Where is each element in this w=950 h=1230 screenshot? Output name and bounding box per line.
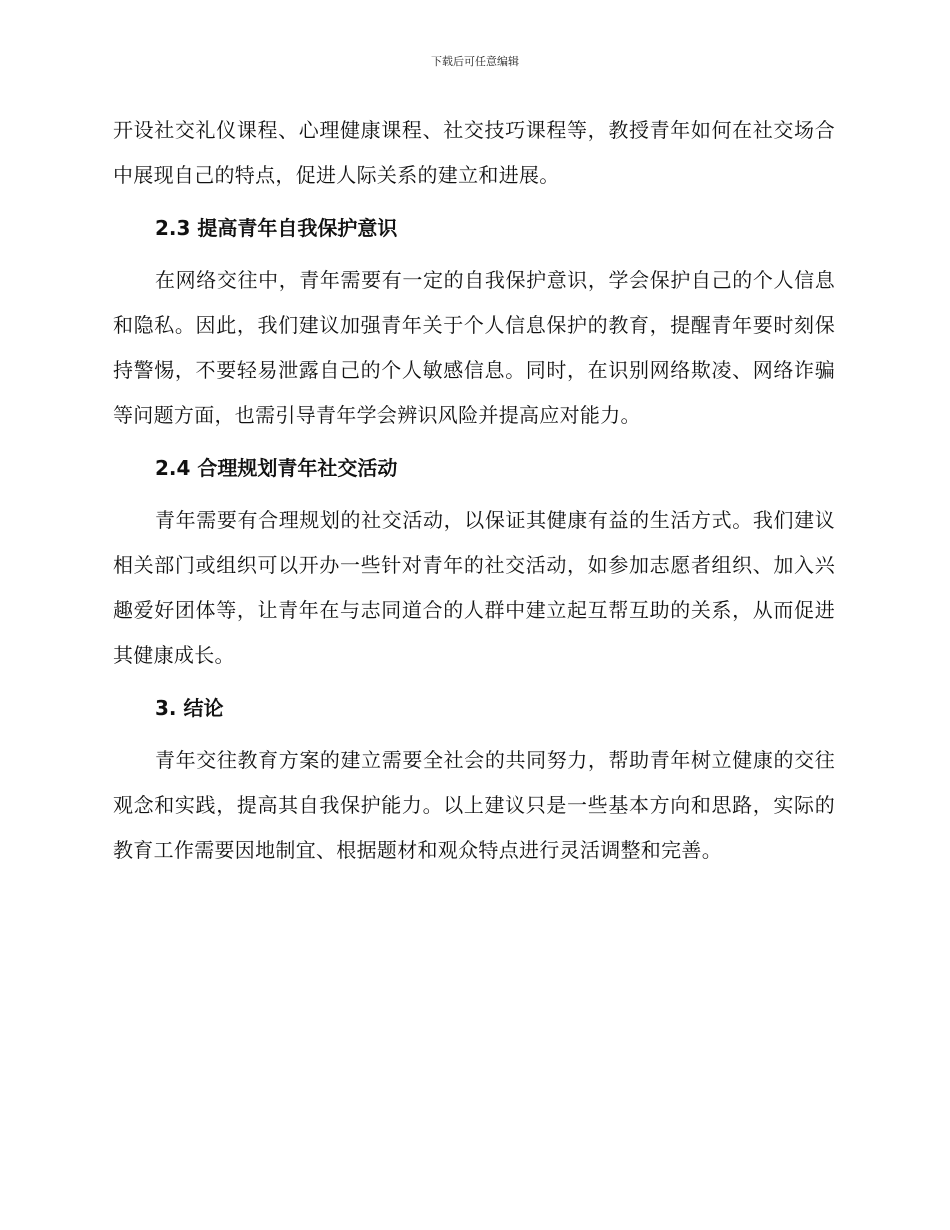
section-2-4-paragraph: 青年需要有合理规划的社交活动，以保证其健康有益的生活方式。我们建议相关部门或组织可以开办一些针对青年的社交活动，如参加志愿者组织、加入兴趣爱好团体等，让青年在与志同道合的人群中建立起互帮互助的关系，从而促进其健康成长。 xyxy=(113,508,835,667)
intro-paragraph: 开设社交礼仪课程、心理健康课程、社交技巧课程等，教授青年如何在社交场合中展现自己的特点，促进人际关系的建立和进展。 xyxy=(113,118,835,187)
section-3-heading: 3. 结论 xyxy=(155,696,224,720)
page-header: 下载后可任意编辑 xyxy=(431,55,519,68)
section-2-4-heading: 2.4 合理规划青年社交活动 xyxy=(155,456,398,480)
document-body xyxy=(113,108,835,873)
section-2-3-heading: 2.3 提高青年自我保护意识 xyxy=(155,216,398,240)
section-3-paragraph: 青年交往教育方案的建立需要全社会的共同努力，帮助青年树立健康的交往观念和实践，提高其自我保护能力。以上建议只是一些基本方向和思路，实际的教育工作需要因地制宜、根据题材和观众特点进行灵活调整和完善。 xyxy=(113,748,835,862)
section-2-3-paragraph: 在网络交往中，青年需要有一定的自我保护意识，学会保护自己的个人信息和隐私。因此，我们建议加强青年关于个人信息保护的教育，提醒青年要时刻保持警惕，不要轻易泄露自己的个人敏感信息。同时，在识别网络欺凌、网络诈骗等问题方面，也需引导青年学会辨识风险并提高应对能力。 xyxy=(113,268,835,427)
